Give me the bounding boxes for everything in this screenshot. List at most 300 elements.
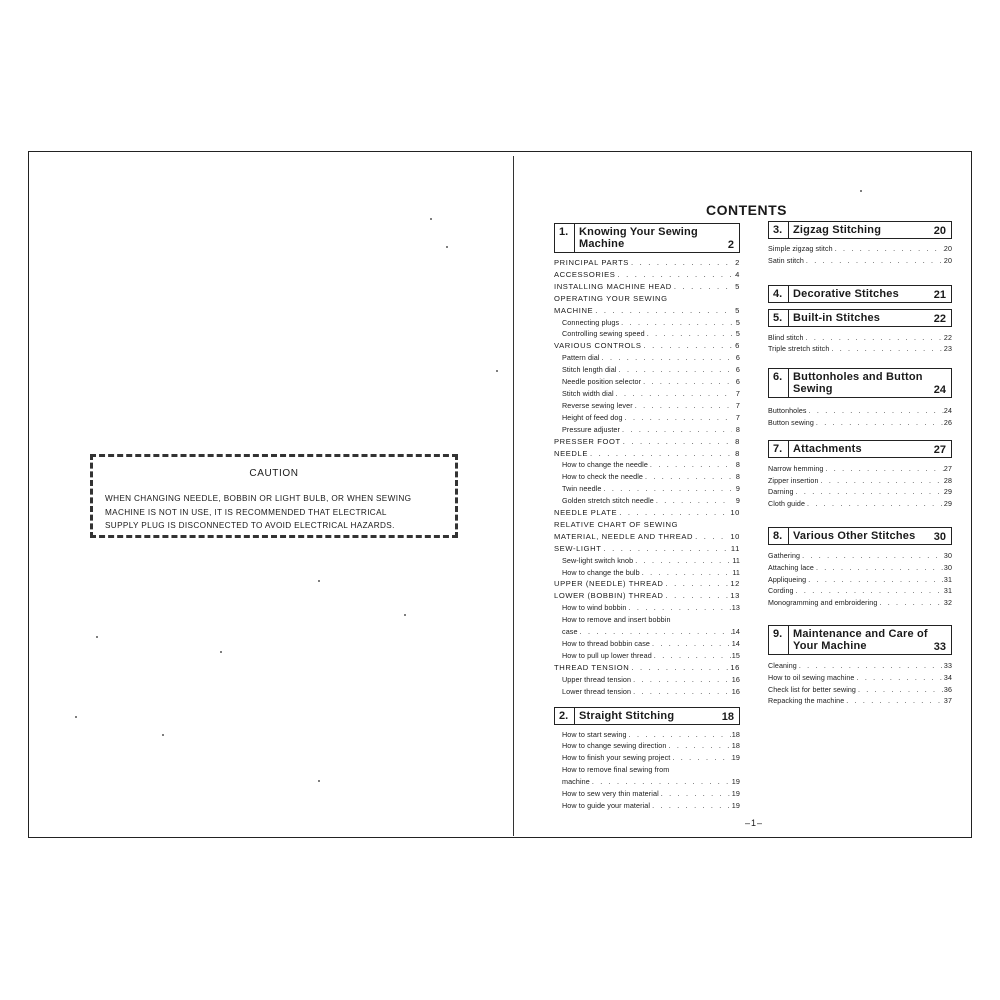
toc-entry-page: 14 bbox=[731, 627, 740, 637]
toc-entry[interactable] bbox=[554, 257, 740, 269]
toc-entry[interactable] bbox=[554, 364, 740, 376]
toc-entry-label: Pattern dial bbox=[562, 353, 600, 363]
toc-leader-dots bbox=[664, 578, 731, 590]
toc-entry-label: SEW-LIGHT bbox=[554, 543, 602, 553]
toc-entry-label: Check list for better sewing bbox=[768, 685, 856, 694]
toc-leader-dots bbox=[693, 531, 730, 543]
contents-section bbox=[554, 707, 740, 812]
toc-entry[interactable] bbox=[554, 471, 740, 483]
section-page: 27 bbox=[933, 443, 946, 456]
toc-entry-page: 24 bbox=[943, 407, 952, 416]
toc-entry-page: 5 bbox=[735, 305, 740, 315]
toc-entry-label: Cloth guide bbox=[768, 500, 805, 509]
toc-entry[interactable] bbox=[768, 563, 952, 575]
page-number: –1– bbox=[745, 818, 764, 828]
toc-leader-dots bbox=[650, 800, 732, 812]
toc-entry-page: 19 bbox=[731, 800, 740, 810]
section-heading-box[interactable] bbox=[768, 285, 952, 303]
toc-entry[interactable] bbox=[768, 598, 952, 610]
toc-entry[interactable] bbox=[554, 590, 740, 602]
toc-entry-page: 5 bbox=[735, 317, 740, 327]
section-title: Maintenance and Care of Your Machine bbox=[793, 627, 928, 652]
section-title: Decorative Stitches bbox=[793, 287, 899, 300]
toc-entry-label: OPERATING YOUR SEWING bbox=[554, 293, 668, 303]
toc-leader-dots bbox=[578, 626, 732, 638]
section-heading-box[interactable] bbox=[554, 223, 740, 253]
section-title: Zigzag Stitching bbox=[793, 224, 882, 236]
caution-line: MACHINE IS NOT IN USE, IT IS RECOMMENDED THAT ELECTRICAL bbox=[105, 507, 387, 517]
toc-entry-page: 31 bbox=[943, 587, 952, 596]
toc-entry-label: Stitch width dial bbox=[562, 388, 614, 398]
section-number: 2. bbox=[555, 708, 575, 724]
toc-entry-label: Stitch length dial bbox=[562, 365, 617, 375]
toc-leader-dots bbox=[619, 317, 732, 329]
toc-entry-page: 13 bbox=[731, 603, 740, 613]
toc-entry[interactable] bbox=[768, 673, 952, 685]
toc-leader-dots bbox=[629, 257, 732, 269]
toc-leader-dots bbox=[633, 400, 732, 412]
toc-entry-label: Blind stitch bbox=[768, 333, 804, 342]
toc-entry-label: How to remove and insert bobbin bbox=[562, 615, 671, 625]
toc-entry-label: How to change the needle bbox=[562, 460, 648, 470]
section-title: Buttonholes and Button Sewing bbox=[793, 371, 923, 396]
toc-entry-label: ACCESSORIES bbox=[554, 269, 616, 279]
toc-entry-label: NEEDLE PLATE bbox=[554, 508, 618, 518]
toc-leader-dots bbox=[588, 448, 732, 460]
toc-entry[interactable] bbox=[768, 499, 952, 511]
toc-entry-label: LOWER (BOBBIN) THREAD bbox=[554, 591, 664, 601]
section-page: 24 bbox=[933, 384, 946, 397]
toc-leader-dots bbox=[804, 333, 944, 345]
toc-entry[interactable] bbox=[554, 293, 740, 305]
toc-entry-label: Buttonholes bbox=[768, 407, 807, 416]
toc-entry-page: 5 bbox=[735, 281, 740, 291]
toc-entry-label: How to pull up lower thread bbox=[562, 650, 652, 660]
scan-speck bbox=[318, 580, 320, 582]
toc-leader-dots bbox=[804, 256, 944, 268]
toc-entry-page: 8 bbox=[735, 424, 740, 434]
toc-entry-page: 11 bbox=[730, 543, 740, 553]
toc-entry-label: Reverse sewing lever bbox=[562, 400, 633, 410]
section-number: 5. bbox=[769, 310, 789, 326]
toc-entry[interactable] bbox=[768, 476, 952, 488]
section-heading-box[interactable] bbox=[768, 309, 952, 327]
toc-entry-page: 16 bbox=[731, 674, 740, 684]
toc-entry[interactable] bbox=[554, 424, 740, 436]
toc-entry-page: 18 bbox=[731, 741, 740, 751]
contents-title: CONTENTS bbox=[706, 202, 787, 218]
toc-entry[interactable] bbox=[554, 602, 740, 614]
scan-speck bbox=[75, 716, 77, 718]
toc-entry-label: How to sew very thin material bbox=[562, 789, 659, 799]
toc-entry-page: 19 bbox=[731, 789, 740, 799]
toc-entry-page: 7 bbox=[735, 412, 740, 422]
toc-entry[interactable] bbox=[554, 662, 740, 674]
toc-entry[interactable] bbox=[554, 531, 740, 543]
section-entry-list bbox=[768, 406, 952, 430]
toc-leader-dots bbox=[593, 305, 732, 317]
toc-entry[interactable] bbox=[554, 578, 740, 590]
toc-leader-dots bbox=[641, 376, 732, 388]
toc-entry-label: INSTALLING MACHINE HEAD bbox=[554, 281, 672, 291]
toc-entry[interactable] bbox=[554, 729, 740, 741]
toc-entry[interactable] bbox=[554, 400, 740, 412]
toc-leader-dots bbox=[833, 244, 944, 256]
toc-entry[interactable] bbox=[554, 269, 740, 281]
toc-leader-dots bbox=[617, 507, 730, 519]
section-page: 33 bbox=[933, 640, 946, 653]
toc-entry[interactable] bbox=[554, 788, 740, 800]
toc-leader-dots bbox=[807, 406, 944, 418]
toc-entry[interactable] bbox=[554, 614, 740, 626]
toc-entry-page: 34 bbox=[943, 673, 952, 682]
toc-entry-page: 9 bbox=[735, 496, 740, 506]
toc-leader-dots bbox=[590, 776, 732, 788]
toc-leader-dots bbox=[615, 269, 732, 281]
toc-entry-page: 14 bbox=[731, 639, 740, 648]
toc-entry-label: Needle position selector bbox=[562, 377, 642, 387]
toc-entry-page: 19 bbox=[731, 777, 740, 787]
toc-entry[interactable] bbox=[554, 764, 740, 776]
toc-entry[interactable] bbox=[554, 448, 740, 460]
section-heading-box[interactable] bbox=[768, 625, 952, 655]
toc-leader-dots bbox=[621, 436, 732, 448]
toc-leader-dots bbox=[800, 551, 944, 563]
toc-entry[interactable] bbox=[554, 459, 740, 471]
toc-entry[interactable] bbox=[554, 555, 740, 567]
toc-entry[interactable] bbox=[768, 685, 952, 697]
contents-section bbox=[768, 625, 952, 708]
toc-entry[interactable] bbox=[554, 388, 740, 400]
toc-entry-page: 11 bbox=[732, 567, 740, 577]
section-title: Various Other Stitches bbox=[793, 529, 916, 542]
section-title: Built-in Stitches bbox=[793, 311, 881, 324]
section-number: 1. bbox=[555, 224, 575, 252]
toc-entry[interactable] bbox=[768, 406, 952, 418]
toc-entry-page: 4 bbox=[735, 269, 740, 279]
toc-entry[interactable] bbox=[768, 487, 952, 499]
toc-entry-page: 32 bbox=[943, 599, 952, 608]
toc-entry-label: Height of feed dog bbox=[562, 412, 623, 422]
contents-section bbox=[768, 368, 952, 430]
section-entry-list bbox=[768, 661, 952, 708]
section-entry-list bbox=[768, 244, 952, 268]
toc-entry-page: 20 bbox=[943, 256, 952, 265]
toc-entry-label: NEEDLE bbox=[554, 448, 588, 458]
section-title: Straight Stitching bbox=[579, 709, 675, 722]
toc-entry-label: How to guide your material bbox=[562, 800, 651, 810]
toc-entry[interactable] bbox=[554, 281, 740, 293]
toc-entry-page: 31 bbox=[943, 575, 952, 584]
scan-speck bbox=[496, 370, 498, 372]
toc-leader-dots bbox=[805, 499, 944, 511]
toc-entry-page: 6 bbox=[735, 341, 740, 351]
toc-entry-label: PRESSER FOOT bbox=[554, 436, 621, 446]
toc-entry-label: MACHINE bbox=[554, 305, 594, 315]
section-page: 20 bbox=[933, 225, 946, 237]
toc-entry-page: 8 bbox=[735, 436, 740, 446]
toc-entry-page: 7 bbox=[735, 400, 740, 410]
toc-entry-label: machine bbox=[562, 777, 590, 787]
toc-entry-label: RELATIVE CHART OF SEWING bbox=[554, 519, 679, 529]
toc-entry[interactable] bbox=[554, 507, 740, 519]
toc-entry-label: How to finish your sewing project bbox=[562, 753, 671, 763]
toc-entry[interactable] bbox=[768, 418, 952, 430]
toc-entry[interactable] bbox=[768, 344, 952, 356]
toc-entry-label: VARIOUS CONTROLS bbox=[554, 341, 642, 351]
toc-entry[interactable] bbox=[768, 661, 952, 673]
toc-entry[interactable] bbox=[554, 543, 740, 555]
toc-leader-dots bbox=[620, 424, 732, 436]
toc-entry-page: 11 bbox=[732, 555, 740, 565]
section-page: 18 bbox=[721, 710, 734, 723]
toc-leader-dots bbox=[797, 661, 944, 673]
toc-leader-dots bbox=[617, 364, 732, 376]
toc-entry-label: case bbox=[562, 627, 578, 637]
toc-entry-page: 19 bbox=[731, 753, 740, 763]
caution-box bbox=[90, 454, 458, 538]
toc-entry-page: 6 bbox=[735, 377, 740, 387]
toc-leader-dots bbox=[672, 281, 732, 293]
toc-entry[interactable] bbox=[768, 586, 952, 598]
toc-entry[interactable] bbox=[554, 317, 740, 329]
scan-speck bbox=[318, 780, 320, 782]
scan-speck bbox=[446, 246, 448, 248]
toc-entry-page: 6 bbox=[735, 365, 740, 375]
toc-entry-label: Pressure adjuster bbox=[562, 424, 621, 434]
toc-entry-label: How to thread bobbin case bbox=[562, 639, 651, 648]
toc-entry[interactable] bbox=[554, 638, 740, 650]
toc-entry[interactable] bbox=[768, 551, 952, 563]
contents-section bbox=[768, 309, 952, 357]
toc-entry[interactable] bbox=[554, 776, 740, 788]
toc-leader-dots bbox=[652, 650, 732, 662]
contents-column-left bbox=[554, 223, 740, 812]
toc-leader-dots bbox=[643, 471, 732, 483]
toc-leader-dots bbox=[601, 483, 732, 495]
toc-entry-label: How to remove final sewing from bbox=[562, 765, 670, 775]
toc-entry[interactable] bbox=[768, 464, 952, 476]
toc-entry-page: 12 bbox=[730, 579, 740, 589]
caution-title: CAUTION bbox=[249, 468, 299, 479]
toc-entry[interactable] bbox=[554, 674, 740, 686]
page-spine bbox=[513, 156, 514, 836]
toc-entry-page: 37 bbox=[943, 697, 952, 706]
toc-entry[interactable] bbox=[554, 519, 740, 531]
toc-entry-label: How to start sewing bbox=[562, 729, 627, 739]
toc-leader-dots bbox=[659, 788, 732, 800]
toc-entry-label: Controlling sewing speed bbox=[562, 329, 645, 339]
toc-leader-dots bbox=[844, 696, 944, 708]
scan-speck bbox=[404, 614, 406, 616]
section-page: 2 bbox=[727, 239, 734, 251]
toc-entry-label: Simple zigzag stitch bbox=[768, 245, 833, 253]
toc-leader-dots bbox=[877, 598, 944, 610]
toc-entry-page: 10 bbox=[730, 508, 740, 518]
toc-entry[interactable] bbox=[554, 495, 740, 507]
toc-entry-label: Lower thread tension bbox=[562, 686, 632, 696]
toc-entry[interactable] bbox=[554, 376, 740, 388]
section-title: Knowing Your Sewing Machine bbox=[579, 226, 698, 250]
toc-entry[interactable] bbox=[554, 436, 740, 448]
toc-entry-label: Repacking the machine bbox=[768, 697, 845, 706]
contents-section bbox=[768, 221, 952, 268]
toc-entry-page: 27 bbox=[943, 464, 952, 473]
scan-speck bbox=[96, 636, 98, 638]
toc-leader-dots bbox=[648, 459, 732, 471]
toc-entry-page: 5 bbox=[735, 329, 740, 339]
toc-entry-label: Attaching lace bbox=[768, 563, 814, 572]
toc-entry[interactable] bbox=[554, 752, 740, 764]
toc-entry[interactable] bbox=[554, 626, 740, 638]
toc-leader-dots bbox=[806, 575, 944, 587]
toc-leader-dots bbox=[814, 563, 944, 575]
toc-entry-page: 15 bbox=[731, 650, 740, 660]
toc-entry-label: Zipper insertion bbox=[768, 476, 819, 485]
caution-line: WHEN CHANGING NEEDLE, BOBBIN OR LIGHT BULB, OR WHEN SEWING bbox=[105, 494, 412, 503]
contents-section bbox=[554, 223, 740, 698]
toc-entry-label: Button sewing bbox=[768, 418, 814, 427]
toc-leader-dots bbox=[642, 340, 732, 352]
toc-entry-page: 30 bbox=[943, 563, 952, 572]
section-entry-list bbox=[554, 729, 740, 812]
scan-speck bbox=[430, 218, 432, 220]
toc-leader-dots bbox=[601, 543, 730, 555]
toc-leader-dots bbox=[631, 686, 732, 698]
section-heading-box[interactable] bbox=[554, 707, 740, 725]
toc-entry[interactable] bbox=[768, 244, 952, 256]
contents-section bbox=[768, 527, 952, 610]
section-heading-box[interactable] bbox=[768, 368, 952, 398]
toc-leader-dots bbox=[829, 344, 944, 356]
toc-entry[interactable] bbox=[768, 575, 952, 587]
toc-leader-dots bbox=[629, 662, 730, 674]
toc-leader-dots bbox=[823, 464, 943, 476]
toc-entry-page: 29 bbox=[943, 488, 952, 497]
toc-entry-label: How to wind bobbin bbox=[562, 603, 627, 613]
toc-entry-page: 29 bbox=[943, 500, 952, 509]
toc-entry-label: Cleaning bbox=[768, 661, 797, 670]
section-entry-list bbox=[554, 257, 740, 698]
toc-entry-page: 20 bbox=[943, 245, 952, 253]
toc-leader-dots bbox=[627, 602, 732, 614]
toc-entry-label: Golden stretch stitch needle bbox=[562, 496, 654, 506]
toc-leader-dots bbox=[856, 685, 944, 697]
toc-entry[interactable] bbox=[768, 256, 952, 268]
toc-entry-label: PRINCIPAL PARTS bbox=[554, 258, 629, 267]
toc-entry[interactable] bbox=[554, 800, 740, 812]
toc-entry-page: 33 bbox=[943, 661, 952, 670]
toc-entry-label: THREAD TENSION bbox=[554, 662, 630, 672]
toc-leader-dots bbox=[819, 476, 944, 488]
caution-text bbox=[105, 492, 445, 533]
toc-entry[interactable] bbox=[554, 567, 740, 579]
toc-entry-page: 16 bbox=[731, 686, 740, 696]
toc-entry-page: 16 bbox=[730, 662, 740, 672]
section-heading-box[interactable] bbox=[768, 221, 952, 239]
section-number: 9. bbox=[769, 626, 789, 654]
toc-entry-page: 7 bbox=[735, 388, 740, 398]
toc-entry[interactable] bbox=[554, 328, 740, 340]
toc-entry-label: How to change sewing direction bbox=[562, 741, 667, 751]
toc-entry-page: 9 bbox=[735, 484, 740, 494]
contents-section bbox=[768, 440, 952, 511]
toc-entry[interactable] bbox=[768, 696, 952, 708]
toc-entry[interactable] bbox=[554, 352, 740, 364]
toc-entry-label: How to change the bulb bbox=[562, 567, 640, 577]
toc-entry-label: Monogramming and embroidering bbox=[768, 599, 878, 608]
toc-entry-page: 28 bbox=[943, 476, 952, 485]
toc-entry[interactable] bbox=[554, 412, 740, 424]
toc-entry-label: Narrow hemming bbox=[768, 464, 824, 473]
toc-entry-label: Triple stretch stitch bbox=[768, 345, 830, 354]
toc-entry[interactable] bbox=[554, 305, 740, 317]
toc-entry[interactable] bbox=[768, 333, 952, 345]
toc-entry-label: Satin stitch bbox=[768, 256, 804, 265]
scan-speck bbox=[860, 190, 862, 192]
toc-entry-label: Darning bbox=[768, 488, 794, 497]
section-number: 7. bbox=[769, 441, 789, 457]
toc-leader-dots bbox=[640, 567, 732, 579]
section-number: 8. bbox=[769, 528, 789, 544]
toc-entry-page: 30 bbox=[943, 551, 952, 560]
toc-leader-dots bbox=[794, 586, 944, 598]
toc-leader-dots bbox=[623, 412, 732, 424]
toc-leader-dots bbox=[670, 752, 731, 764]
section-entry-list bbox=[768, 464, 952, 511]
toc-entry-page: 26 bbox=[943, 418, 952, 427]
section-title: Attachments bbox=[793, 442, 862, 455]
toc-entry-page: 10 bbox=[730, 531, 740, 541]
toc-entry-page: 8 bbox=[735, 460, 740, 470]
toc-leader-dots bbox=[631, 674, 732, 686]
toc-entry-label: Appliqueing bbox=[768, 575, 807, 584]
toc-entry-page: 13 bbox=[730, 591, 740, 601]
toc-entry-page: 8 bbox=[735, 448, 740, 458]
toc-entry-label: Gathering bbox=[768, 551, 801, 560]
section-number: 6. bbox=[769, 369, 789, 397]
toc-entry-page: 18 bbox=[731, 729, 740, 739]
toc-leader-dots bbox=[627, 729, 732, 741]
toc-entry-page: 6 bbox=[735, 353, 740, 363]
toc-leader-dots bbox=[645, 328, 732, 340]
toc-entry-label: How to check the needle bbox=[562, 472, 644, 482]
toc-entry-page: 36 bbox=[943, 685, 952, 694]
toc-entry-label: Upper thread tension bbox=[562, 674, 632, 684]
section-page: 22 bbox=[933, 312, 946, 325]
toc-entry-label: How to oil sewing machine bbox=[768, 673, 855, 682]
toc-entry-label: UPPER (NEEDLE) THREAD bbox=[554, 579, 664, 589]
caution-line: SUPPLY PLUG IS DISCONNECTED TO AVOID ELECTRICAL HAZARDS. bbox=[105, 521, 395, 531]
toc-entry-label: Twin needle bbox=[562, 484, 602, 494]
toc-entry[interactable] bbox=[554, 483, 740, 495]
toc-entry-label: Sew-light switch knob bbox=[562, 555, 634, 565]
toc-entry[interactable] bbox=[554, 740, 740, 752]
section-number: 3. bbox=[769, 222, 789, 238]
toc-entry[interactable] bbox=[554, 650, 740, 662]
toc-entry[interactable] bbox=[554, 686, 740, 698]
contents-column-right bbox=[768, 221, 952, 708]
toc-entry-label: MATERIAL, NEEDLE AND THREAD bbox=[554, 531, 694, 541]
toc-entry[interactable] bbox=[554, 340, 740, 352]
section-heading-box[interactable] bbox=[768, 527, 952, 545]
toc-leader-dots bbox=[654, 495, 732, 507]
scan-speck bbox=[162, 734, 164, 736]
toc-leader-dots bbox=[614, 388, 732, 400]
toc-leader-dots bbox=[600, 352, 732, 364]
toc-leader-dots bbox=[794, 487, 944, 499]
section-heading-box[interactable] bbox=[768, 440, 952, 458]
